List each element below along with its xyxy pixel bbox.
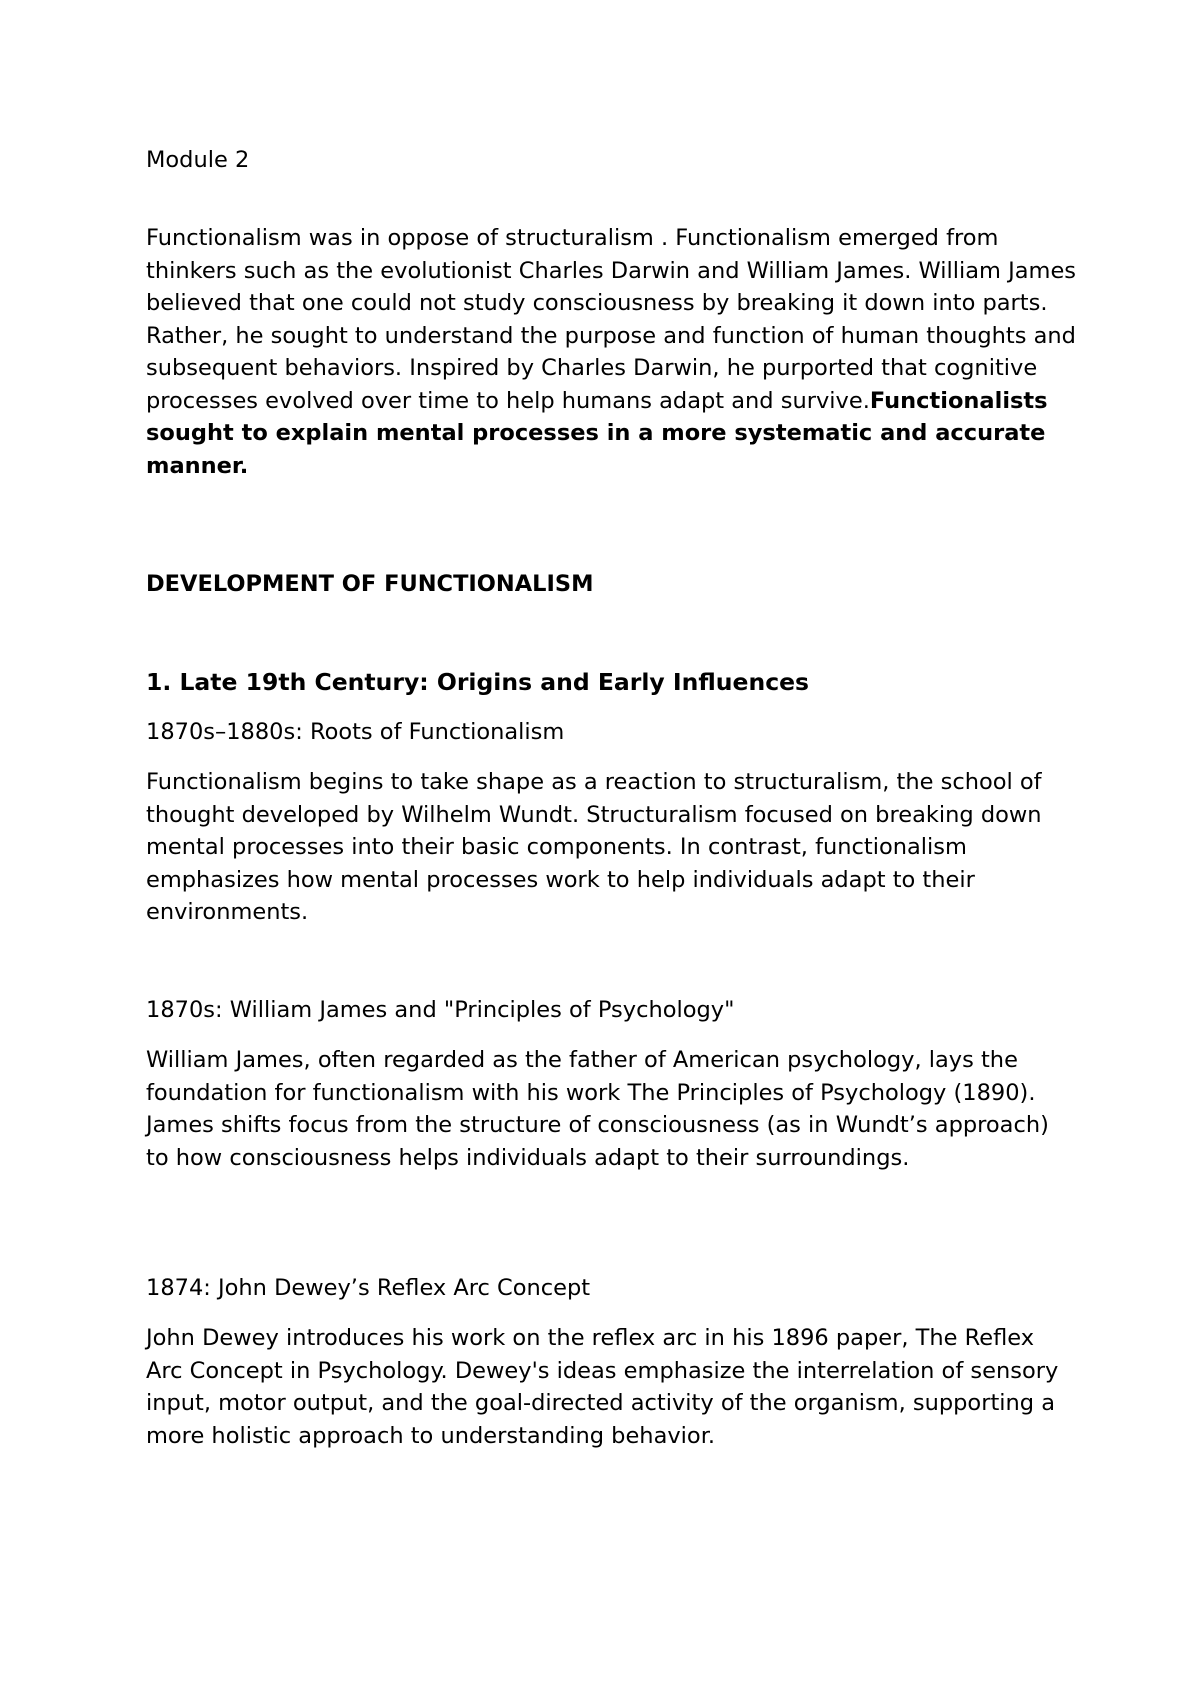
module-title: Module 2 bbox=[146, 147, 250, 173]
entry-1-title: 1870s–1880s: Roots of Functionalism bbox=[146, 719, 565, 745]
intro-bold-text: Functionalists sought to explain mental processes in a more systematic and accurate manner. bbox=[146, 387, 1048, 479]
entry-2-body: William James, often regarded as the father of American psychology, lays the foundation for functionalism with his work The Principles of Psychology (1890). James shifts focus from the structure of consciousness (as in Wundt’s approach) to how consciousness helps individuals adapt to their surroundings. bbox=[146, 1047, 1049, 1171]
entry-3-body: John Dewey introduces his work on the reflex arc in his 1896 paper, The Reflex Arc Concept in Psychology. Dewey's ideas emphasize the interrelation of sensory input, motor output, and the goal-directed activity of the organism, supporting a more holistic approach to understanding behavior. bbox=[146, 1325, 1059, 1449]
subsection-heading: 1. Late 19th Century: Origins and Early Influences bbox=[146, 668, 810, 696]
entry-1-body: Functionalism begins to take shape as a reaction to structuralism, the school of thought developed by Wilhelm Wundt. Structuralism focused on breaking down mental processes into their basic components. In contrast, functionalism emphasizes how mental processes work to help individuals adapt to their environments. bbox=[146, 769, 1042, 925]
intro-paragraph bbox=[146, 222, 1076, 482]
entry-2-title: 1870s: William James and "Principles of Psychology" bbox=[146, 997, 735, 1023]
intro-text: Functionalism was in oppose of structuralism . Functionalism emerged from thinkers such as the evolutionist Charles Darwin and William James. William James believed that one could not study consciousness by breaking it down into parts. Rather, he sought to understand the purpose and function of human thoughts and subsequent behaviors. Inspired by Charles Darwin, he purported that cognitive processes evolved over time to help humans adapt and survive. bbox=[146, 225, 1077, 414]
section-heading: DEVELOPMENT OF FUNCTIONALISM bbox=[146, 571, 594, 597]
entry-3-title: 1874: John Dewey’s Reflex Arc Concept bbox=[146, 1275, 591, 1301]
